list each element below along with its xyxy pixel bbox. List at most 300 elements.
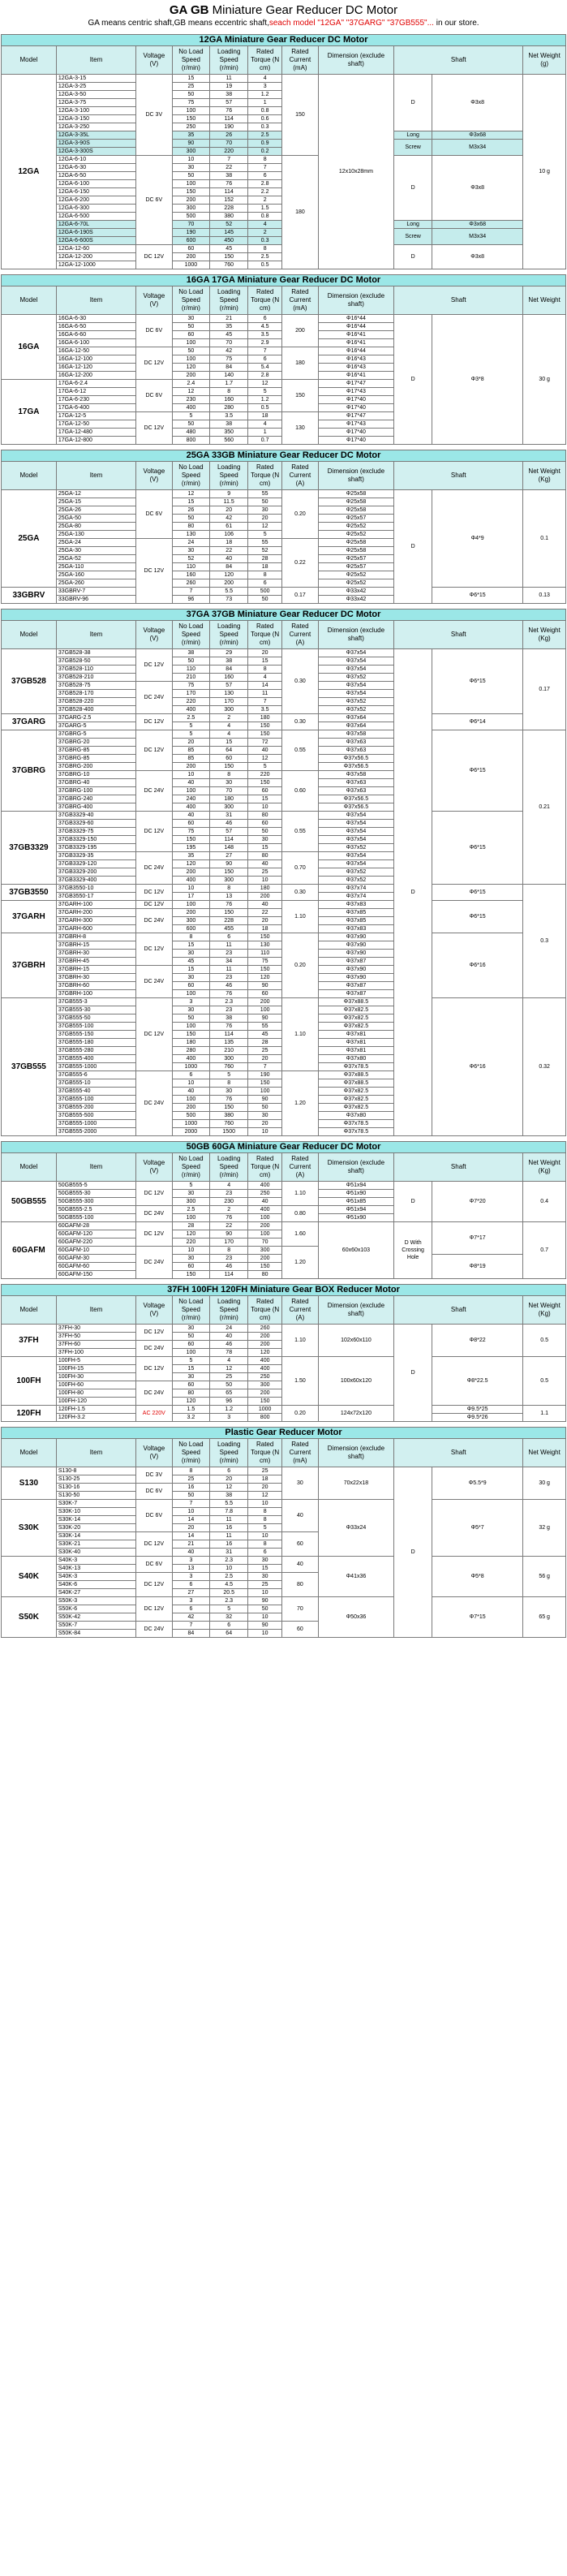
table-cell: 11: [210, 1516, 248, 1524]
table-cell: 0.7: [523, 1222, 566, 1279]
table-cell: 85: [172, 747, 210, 755]
table-cell: DC 12V: [136, 998, 172, 1071]
table-cell: 20: [172, 739, 210, 747]
column-header: Rated Current (A): [282, 1153, 318, 1182]
table-cell: 3: [210, 1414, 248, 1422]
model-name: 37GB528: [2, 649, 57, 714]
table-cell: 30: [210, 1088, 248, 1096]
table-row: [2, 490, 566, 498]
table-cell: 2.5: [172, 1206, 210, 1214]
table-cell: 11: [210, 966, 248, 974]
table-cell: 10: [172, 156, 210, 164]
table-cell: 25GA-52: [56, 555, 135, 563]
column-header: Loading Speed (r/min): [210, 462, 248, 490]
table-cell: 72: [248, 739, 282, 747]
table-cell: DC 24V: [136, 1381, 172, 1406]
table-cell: 37GBRG-20: [56, 739, 135, 747]
column-header: Voltage (V): [136, 46, 172, 75]
table-cell: 75: [172, 828, 210, 836]
item-code: 12GA-3-250: [56, 123, 135, 131]
table-cell: 60: [172, 245, 210, 253]
table-cell: 220: [248, 771, 282, 779]
table-cell: 230: [210, 1198, 248, 1206]
table-cell: Φ37x64: [318, 722, 394, 730]
table-cell: 400: [248, 1182, 282, 1190]
item-code: 12GA-12-60: [56, 245, 135, 253]
table-cell: 120: [172, 364, 210, 372]
table-cell: 1.10: [282, 1325, 318, 1357]
table-cell: 0.8: [248, 107, 282, 115]
table-cell: DC 12V: [136, 1532, 172, 1557]
table-cell: 10: [172, 885, 210, 893]
table-cell: 50GB555-100: [56, 1214, 135, 1222]
table-cell: 0.4: [523, 1182, 566, 1222]
column-header: Model: [2, 1296, 57, 1325]
table-cell: 24: [172, 539, 210, 547]
column-header: Loading Speed (r/min): [210, 1296, 248, 1325]
table-cell: 84: [210, 364, 248, 372]
table-cell: 114: [210, 1031, 248, 1039]
table-cell: 4.5: [210, 1581, 248, 1589]
table-cell: 0.17: [523, 649, 566, 730]
table-cell: 25GA-80: [56, 523, 135, 531]
table-cell: 124x72x120: [318, 1406, 394, 1422]
table-cell: 27: [210, 852, 248, 860]
table-cell: 70: [282, 1597, 318, 1622]
table-cell: 60GAFM-60: [56, 1263, 135, 1271]
section-title: 37FH 100FH 120FH Miniature Gear BOX Reducer Motor: [1, 1284, 566, 1295]
table-cell: 45: [210, 245, 248, 253]
table-cell: 0.1: [523, 490, 566, 588]
table-cell: S30K-21: [56, 1540, 135, 1549]
table-cell: Φ25x58: [318, 547, 394, 555]
table-cell: 140: [210, 372, 248, 380]
column-header: Net Weight (Kg): [523, 462, 566, 490]
table-cell: Φ17*40: [318, 429, 394, 437]
table-cell: 60: [248, 820, 282, 828]
table-cell: 100: [248, 1088, 282, 1096]
table-cell: Φ7*20: [432, 1182, 523, 1222]
table-cell: 5: [248, 531, 282, 539]
table-cell: 37GARG-5: [56, 722, 135, 730]
table-cell: 75: [172, 682, 210, 690]
table-cell: Φ37x54: [318, 852, 394, 860]
table-cell: Φ37x58: [318, 730, 394, 739]
column-header: Model: [2, 1153, 57, 1182]
table-cell: 8: [248, 1516, 282, 1524]
table-cell: 37GB3329-35: [56, 852, 135, 860]
item-code: 16GA-6-60: [56, 331, 135, 339]
table-cell: Φ37x63: [318, 747, 394, 755]
table-cell: 37GB555-500: [56, 1112, 135, 1120]
table-cell: 50: [172, 323, 210, 331]
table-cell: 120FH-1.5: [56, 1406, 135, 1414]
table-cell: Φ4*9: [432, 490, 523, 588]
table-cell: DC 6V: [136, 1557, 172, 1573]
item-code: 12GA-6-190S: [56, 229, 135, 237]
table-cell: 37GBRG-5: [56, 730, 135, 739]
table-cell: Φ37x54: [318, 666, 394, 674]
section-table: [1, 1427, 566, 1638]
table-cell: S40K-27: [56, 1589, 135, 1597]
table-cell: Φ6*15: [432, 901, 523, 933]
table-cell: 0.22: [282, 539, 318, 588]
table-cell: Φ37x56.5: [318, 803, 394, 812]
table-cell: 400: [172, 404, 210, 412]
table-cell: 6: [248, 172, 282, 180]
shaft-type: D: [394, 75, 432, 131]
table-cell: Φ37x56.5: [318, 755, 394, 763]
table-cell: DC 12V: [136, 901, 172, 909]
table-cell: 200: [172, 196, 210, 205]
table-cell: 120: [248, 974, 282, 982]
table-cell: 37GBRG-400: [56, 803, 135, 812]
table-row: [2, 1467, 566, 1475]
item-code: 12GA-6-30: [56, 164, 135, 172]
table-cell: 100FH-5: [56, 1357, 135, 1365]
table-cell: 300: [210, 803, 248, 812]
table-cell: 1.10: [282, 901, 318, 933]
table-cell: 114: [210, 188, 248, 196]
item-code: 17GA-12-50: [56, 420, 135, 429]
table-row: [2, 885, 566, 893]
voltage: DC 3V: [136, 75, 172, 156]
table-cell: 42: [210, 347, 248, 355]
table-cell: 37GARH-600: [56, 925, 135, 933]
table-cell: 120: [248, 1349, 282, 1357]
table-cell: 12: [172, 490, 210, 498]
table-cell: 0.6: [248, 115, 282, 123]
table-cell: Φ37x63: [318, 739, 394, 747]
table-cell: 96: [210, 1398, 248, 1406]
table-cell: 15: [172, 75, 210, 83]
table-cell: 37GB555-30: [56, 1006, 135, 1014]
table-cell: 37GBRH-30: [56, 974, 135, 982]
item-code: 12GA-3-300S: [56, 148, 135, 156]
table-cell: 38: [210, 420, 248, 429]
table-cell: 38: [172, 649, 210, 657]
table-cell: 180: [248, 885, 282, 893]
table-cell: 228: [210, 917, 248, 925]
table-cell: Φ37x81: [318, 1031, 394, 1039]
table-cell: 800: [248, 1414, 282, 1422]
table-cell: Φ3x68: [432, 221, 523, 229]
table-cell: 160: [210, 674, 248, 682]
table-cell: 11: [210, 941, 248, 950]
table-cell: Φ25x57: [318, 563, 394, 571]
column-header: Shaft: [394, 1153, 523, 1182]
table-cell: 4: [210, 722, 248, 730]
item-code: 12GA-6-300: [56, 205, 135, 213]
model-name: 100FH: [2, 1357, 57, 1406]
table-cell: Φ37x83: [318, 901, 394, 909]
table-cell: 37GB555-100: [56, 1023, 135, 1031]
table-cell: 10: [248, 1589, 282, 1597]
table-cell: DC 12V: [136, 1357, 172, 1381]
table-cell: Φ37x82.5: [318, 1104, 394, 1112]
table-cell: 25: [172, 1475, 210, 1484]
table-cell: 190: [248, 1071, 282, 1079]
table-cell: 3: [172, 1597, 210, 1605]
table-cell: Φ8*22: [432, 1325, 523, 1357]
table-cell: 14: [172, 1516, 210, 1524]
section-table: [1, 1284, 566, 1422]
table-cell: 60GAFM-10: [56, 1247, 135, 1255]
table-cell: 600: [172, 237, 210, 245]
table-cell: 0.20: [282, 490, 318, 539]
table-cell: Φ17*43: [318, 388, 394, 396]
table-cell: 20: [248, 1120, 282, 1128]
table-cell: 55: [248, 1023, 282, 1031]
table-cell: 23: [210, 1190, 248, 1198]
table-cell: S30K-40: [56, 1549, 135, 1557]
item-code: 12GA-6-10: [56, 156, 135, 164]
table-cell: 380: [210, 213, 248, 221]
table-cell: 37GARH-200: [56, 909, 135, 917]
table-cell: 50: [248, 498, 282, 506]
table-cell: Φ37x74: [318, 885, 394, 893]
table-cell: 57: [210, 828, 248, 836]
table-cell: 5: [210, 1071, 248, 1079]
table-cell: D: [394, 245, 432, 269]
table-cell: 31: [210, 1549, 248, 1557]
model-name: S40K: [2, 1557, 57, 1597]
table-cell: Φ17*40: [318, 396, 394, 404]
table-cell: 60: [248, 787, 282, 795]
table-cell: 5: [248, 763, 282, 771]
table-cell: 250: [248, 1190, 282, 1198]
table-cell: 25GA-260: [56, 579, 135, 588]
table-cell: 25GA-110: [56, 563, 135, 571]
table-cell: 85: [172, 755, 210, 763]
table-cell: 40: [172, 812, 210, 820]
table-cell: 64: [210, 747, 248, 755]
table-cell: Φ25x58: [318, 498, 394, 506]
table-cell: 1000: [172, 1120, 210, 1128]
model-name: 120FH: [2, 1406, 57, 1422]
table-cell: Φ37x58: [318, 771, 394, 779]
table-cell: 16: [210, 1540, 248, 1549]
table-cell: 50GB555-300: [56, 1198, 135, 1206]
table-cell: 15: [172, 498, 210, 506]
table-row: [2, 315, 566, 323]
table-cell: 220: [172, 698, 210, 706]
table-cell: DC 12V: [136, 412, 172, 445]
table-cell: 1000: [172, 1063, 210, 1071]
table-cell: Φ37x54: [318, 860, 394, 868]
table-cell: 4: [248, 674, 282, 682]
table-cell: 34: [210, 958, 248, 966]
table-cell: Φ7*15: [432, 1597, 523, 1638]
table-cell: 23: [210, 1006, 248, 1014]
table-cell: 73: [210, 596, 248, 604]
table-cell: Φ25x52: [318, 523, 394, 531]
item-code: 16GA-6-30: [56, 315, 135, 323]
table-cell: 1.20: [282, 1247, 318, 1279]
table-cell: D: [394, 649, 432, 1136]
table-cell: 500: [172, 213, 210, 221]
column-header: Item: [56, 1153, 135, 1182]
table-cell: 70x22x18: [318, 1467, 394, 1500]
table-cell: 40: [172, 1549, 210, 1557]
table-cell: 800: [172, 437, 210, 445]
table-cell: Φ25x58: [318, 506, 394, 515]
table-cell: 150: [172, 1271, 210, 1279]
table-cell: 100FH-60: [56, 1381, 135, 1389]
table-cell: Φ5.5*9: [432, 1467, 523, 1500]
table-cell: 400: [172, 877, 210, 885]
column-header: Dimension (exclude shaft): [318, 462, 394, 490]
table-cell: 20: [248, 917, 282, 925]
table-cell: 100: [172, 1214, 210, 1222]
table-cell: 3: [172, 1557, 210, 1565]
table-cell: 25GA-130: [56, 531, 135, 539]
table-cell: 30: [172, 1373, 210, 1381]
table-cell: 80: [172, 1389, 210, 1398]
section-title: 50GB 60GA Miniature Gear Reducer DC Motor: [1, 1141, 566, 1152]
table-cell: 37GBRH-8: [56, 933, 135, 941]
table-cell: 90: [210, 860, 248, 868]
table-cell: 37GB3550-17: [56, 893, 135, 901]
table-cell: 20: [248, 1484, 282, 1492]
table-cell: Φ17*47: [318, 412, 394, 420]
table-cell: 13: [172, 1565, 210, 1573]
table-cell: 2.5: [248, 131, 282, 140]
table-cell: 110: [248, 950, 282, 958]
table-cell: 500: [248, 588, 282, 596]
item-code: 17GA-6-2.4: [56, 380, 135, 388]
table-cell: 37GB528-170: [56, 690, 135, 698]
column-header: Item: [56, 46, 135, 75]
table-cell: 40: [282, 1500, 318, 1532]
table-cell: 37GB555-100: [56, 1096, 135, 1104]
column-header: Dimension (exclude shaft): [318, 1296, 394, 1325]
column-header: Item: [56, 462, 135, 490]
table-cell: 33GBRV-7: [56, 588, 135, 596]
table-cell: 150: [172, 1031, 210, 1039]
table-cell: 350: [210, 429, 248, 437]
table-cell: 0.20: [282, 933, 318, 998]
item-code: 12GA-6-150: [56, 188, 135, 196]
model-name: 60GAFM: [2, 1222, 57, 1279]
table-cell: 25: [210, 1373, 248, 1381]
table-row: [2, 998, 566, 1006]
table-cell: 100FH-120: [56, 1398, 135, 1406]
table-cell: 25GA-15: [56, 498, 135, 506]
table-cell: 38: [210, 657, 248, 666]
table-cell: 37GB3329-120: [56, 860, 135, 868]
table-cell: DC 12V: [136, 1573, 172, 1597]
table-cell: Φ37x78.5: [318, 1128, 394, 1136]
table-cell: 3.5: [210, 412, 248, 420]
table-cell: Φ8*19: [432, 1255, 523, 1279]
column-header: Shaft: [394, 1439, 523, 1467]
table-cell: 6: [172, 1071, 210, 1079]
column-header: Loading Speed (r/min): [210, 1439, 248, 1467]
table-cell: DC 12V: [136, 649, 172, 682]
column-header: Rated Torque (N cm): [248, 286, 282, 315]
table-cell: 37GB555-40: [56, 1088, 135, 1096]
table-cell: 30: [282, 1467, 318, 1500]
table-cell: 1.60: [282, 1222, 318, 1247]
table-cell: 280: [172, 1047, 210, 1055]
table-cell: 10: [248, 1613, 282, 1622]
table-cell: 100: [172, 1096, 210, 1104]
table-row: [2, 714, 566, 722]
table-cell: Φ16*41: [318, 339, 394, 347]
table-cell: 76: [210, 107, 248, 115]
table-cell: Φ33x42: [318, 596, 394, 604]
table-cell: Φ37x80: [318, 1055, 394, 1063]
table-cell: 12: [210, 1484, 248, 1492]
table-cell: DC 12V: [136, 539, 172, 604]
item-code: 17GA-6-230: [56, 396, 135, 404]
table-cell: 80: [248, 812, 282, 820]
table-cell: 8: [210, 885, 248, 893]
table-cell: 8: [210, 771, 248, 779]
table-cell: 10: [248, 803, 282, 812]
table-cell: 0.17: [282, 588, 318, 604]
table-cell: 0.21: [523, 730, 566, 885]
column-header: Net Weight (g): [523, 46, 566, 75]
table-cell: 7: [248, 164, 282, 172]
item-code: 12GA-3-90S: [56, 140, 135, 148]
column-header: Rated Torque (N cm): [248, 621, 282, 649]
table-cell: 50: [172, 420, 210, 429]
column-header: Net Weight: [523, 286, 566, 315]
table-cell: Φ37x88.5: [318, 1071, 394, 1079]
table-cell: M3x34: [432, 140, 523, 156]
table-cell: 5: [210, 1605, 248, 1613]
column-header: Rated Torque (N cm): [248, 1153, 282, 1182]
table-cell: 25GA-160: [56, 571, 135, 579]
table-cell: 20: [172, 1524, 210, 1532]
table-cell: 12: [172, 388, 210, 396]
item-code: 17GA-6-12: [56, 388, 135, 396]
table-cell: 4: [248, 75, 282, 83]
table-cell: S50K-84: [56, 1630, 135, 1638]
model-name: 25GA: [2, 490, 57, 588]
item-code: 12GA-6-500: [56, 213, 135, 221]
table-cell: 22: [248, 909, 282, 917]
table-cell: 65: [210, 1389, 248, 1398]
table-cell: DC 24V: [136, 682, 172, 714]
table-cell: 37GB528-210: [56, 674, 135, 682]
table-cell: 30: [172, 1255, 210, 1263]
table-cell: Φ17*40: [318, 437, 394, 445]
column-header: Voltage (V): [136, 1439, 172, 1467]
table-cell: 60x60x103: [318, 1222, 394, 1279]
table-cell: 25GA-30: [56, 547, 135, 555]
table-cell: 2: [210, 714, 248, 722]
dimension: 12x10x28mm: [318, 75, 394, 269]
table-cell: 40: [172, 1088, 210, 1096]
table-cell: 14: [248, 682, 282, 690]
table-cell: 100: [172, 180, 210, 188]
table-cell: 76: [210, 180, 248, 188]
table-cell: 18: [210, 539, 248, 547]
table-cell: 37GB528-220: [56, 698, 135, 706]
table-cell: 60GAFM-120: [56, 1230, 135, 1238]
table-cell: 5: [172, 722, 210, 730]
table-cell: 90: [172, 140, 210, 148]
item-code: 17GA-12-480: [56, 429, 135, 437]
table-cell: 148: [210, 844, 248, 852]
table-cell: 5: [172, 1182, 210, 1190]
column-header: Item: [56, 621, 135, 649]
table-cell: 200: [172, 868, 210, 877]
column-header: No Load Speed (r/min): [172, 621, 210, 649]
